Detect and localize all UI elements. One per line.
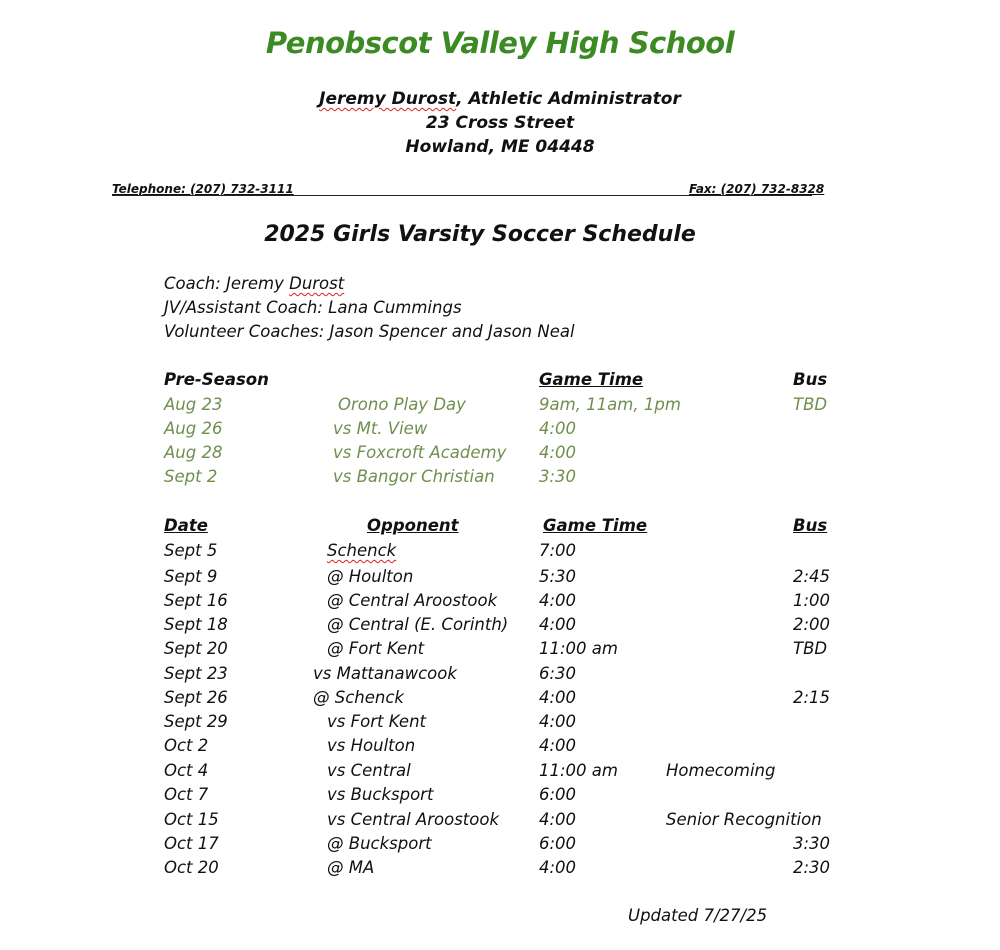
game-opponent: vs Mattanawcook: [313, 664, 457, 683]
preseason-time: 9am, 11am, 1pm: [539, 395, 681, 414]
game-note: Senior Recognition: [666, 810, 822, 829]
preseason-time: 4:00: [539, 419, 577, 438]
game-row: [0, 736, 1000, 760]
game-time: 5:30: [539, 567, 577, 586]
game-row: [0, 785, 1000, 809]
preseason-time: 4:00: [539, 443, 577, 462]
preseason-date: Aug 28: [164, 443, 223, 462]
game-time: 4:00: [539, 615, 577, 634]
game-opponent: vs Houlton: [327, 736, 416, 755]
game-row: [0, 664, 1000, 688]
game-opponent: @ Houlton: [327, 567, 414, 586]
game-opponent: @ Central (E. Corinth): [327, 615, 509, 634]
game-time: 4:00: [539, 736, 577, 755]
preseason-date: Aug 26: [164, 419, 223, 438]
game-opponent: Schenck: [327, 541, 397, 560]
game-row: [0, 615, 1000, 639]
game-date: Oct 20: [164, 858, 219, 877]
telephone: Telephone: (207) 732-3111: [112, 182, 294, 196]
preseason-event: vs Foxcroft Academy: [333, 443, 507, 462]
game-opponent: @ Central Aroostook: [327, 591, 498, 610]
game-opponent: @ Bucksport: [327, 834, 432, 853]
preseason-event: vs Mt. View: [333, 419, 428, 438]
game-time: 11:00 am: [539, 639, 618, 658]
game-opponent: vs Central Aroostook: [327, 810, 500, 829]
preseason-row: [0, 395, 1000, 419]
game-time: 4:00: [539, 858, 577, 877]
preseason-header: [0, 370, 1000, 394]
fax: Fax: (207) 732-8328: [689, 182, 825, 196]
preseason-bus: TBD: [793, 395, 828, 414]
game-bus: 2:45: [793, 567, 831, 586]
game-row: [0, 834, 1000, 858]
coach-name: Durost: [289, 274, 345, 293]
game-row: [0, 858, 1000, 882]
game-time: 4:00: [539, 810, 577, 829]
game-bus: 1:00: [793, 591, 831, 610]
game-opponent: vs Fort Kent: [327, 712, 426, 731]
game-row: [0, 688, 1000, 712]
volunteer-coaches-line: Volunteer Coaches: Jason Spencer and Jason Neal: [164, 322, 575, 341]
game-time: 4:00: [539, 591, 577, 610]
game-opponent: @ Fort Kent: [327, 639, 425, 658]
game-bus: 2:30: [793, 858, 831, 877]
game-time: 7:00: [539, 541, 577, 560]
game-date: Sept 20: [164, 639, 228, 658]
game-opponent: @ MA: [327, 858, 375, 877]
city-state-zip: Howland, ME 04448: [405, 137, 595, 157]
jv-coach-line: JV/Assistant Coach: Lana Cummings: [164, 298, 462, 317]
game-row: [0, 639, 1000, 663]
admin-line: [0, 89, 1000, 109]
game-time: 6:00: [539, 834, 577, 853]
preseason-bus-header: Bus: [793, 370, 828, 389]
game-note: Homecoming: [666, 761, 776, 780]
bus-header: Bus: [793, 516, 828, 535]
game-time: 6:30: [539, 664, 577, 683]
preseason-row: [0, 443, 1000, 467]
game-opponent: @ Schenck: [313, 688, 404, 707]
opponent-header: Opponent: [367, 516, 459, 535]
admin-name: Jeremy Durost: [319, 89, 457, 109]
schedule-title: 2025 Girls Varsity Soccer Schedule: [264, 222, 696, 247]
game-date: Sept 23: [164, 664, 228, 683]
season-header: [0, 516, 1000, 540]
game-date: Sept 9: [164, 567, 218, 586]
game-row: [0, 761, 1000, 785]
game-date: Sept 16: [164, 591, 228, 610]
preseason-time-header: Game Time: [539, 370, 644, 389]
school-name: Penobscot Valley High School: [265, 26, 735, 60]
game-date: Oct 4: [164, 761, 209, 780]
game-row: [0, 712, 1000, 736]
preseason-row: [0, 467, 1000, 491]
game-opponent: vs Central: [327, 761, 411, 780]
game-date: Sept 18: [164, 615, 228, 634]
coach-label: Coach: Jeremy: [164, 274, 290, 293]
game-bus: TBD: [793, 639, 828, 658]
game-bus: 3:30: [793, 834, 831, 853]
preseason-date: Aug 23: [164, 395, 223, 414]
game-time: 6:00: [539, 785, 577, 804]
game-date: Oct 17: [164, 834, 219, 853]
preseason-date: Sept 2: [164, 467, 218, 486]
preseason-time: 3:30: [539, 467, 577, 486]
game-date: Oct 15: [164, 810, 219, 829]
game-bus: 2:15: [793, 688, 831, 707]
date-header: Date: [164, 516, 208, 535]
updated-date: Updated 7/27/25: [628, 906, 768, 925]
address: 23 Cross Street: [425, 113, 575, 133]
game-date: Oct 7: [164, 785, 209, 804]
game-row: [0, 541, 1000, 565]
game-row: [0, 591, 1000, 615]
admin-title: , Athletic Administrator: [456, 89, 681, 109]
game-row: [0, 810, 1000, 834]
game-time: 4:00: [539, 712, 577, 731]
game-bus: 2:00: [793, 615, 831, 634]
game-opponent: vs Bucksport: [327, 785, 434, 804]
preseason-event: vs Bangor Christian: [333, 467, 495, 486]
game-date: Sept 5: [164, 541, 218, 560]
game-date: Oct 2: [164, 736, 209, 755]
game-date: Sept 29: [164, 712, 228, 731]
preseason-row: [0, 419, 1000, 443]
game-time: 11:00 am: [539, 761, 618, 780]
preseason-label: Pre-Season: [164, 370, 269, 389]
coach-line: [164, 274, 344, 293]
game-time-header: Game Time: [543, 516, 648, 535]
game-row: [0, 567, 1000, 591]
preseason-event: Orono Play Day: [338, 395, 466, 414]
game-time: 4:00: [539, 688, 577, 707]
game-date: Sept 26: [164, 688, 228, 707]
